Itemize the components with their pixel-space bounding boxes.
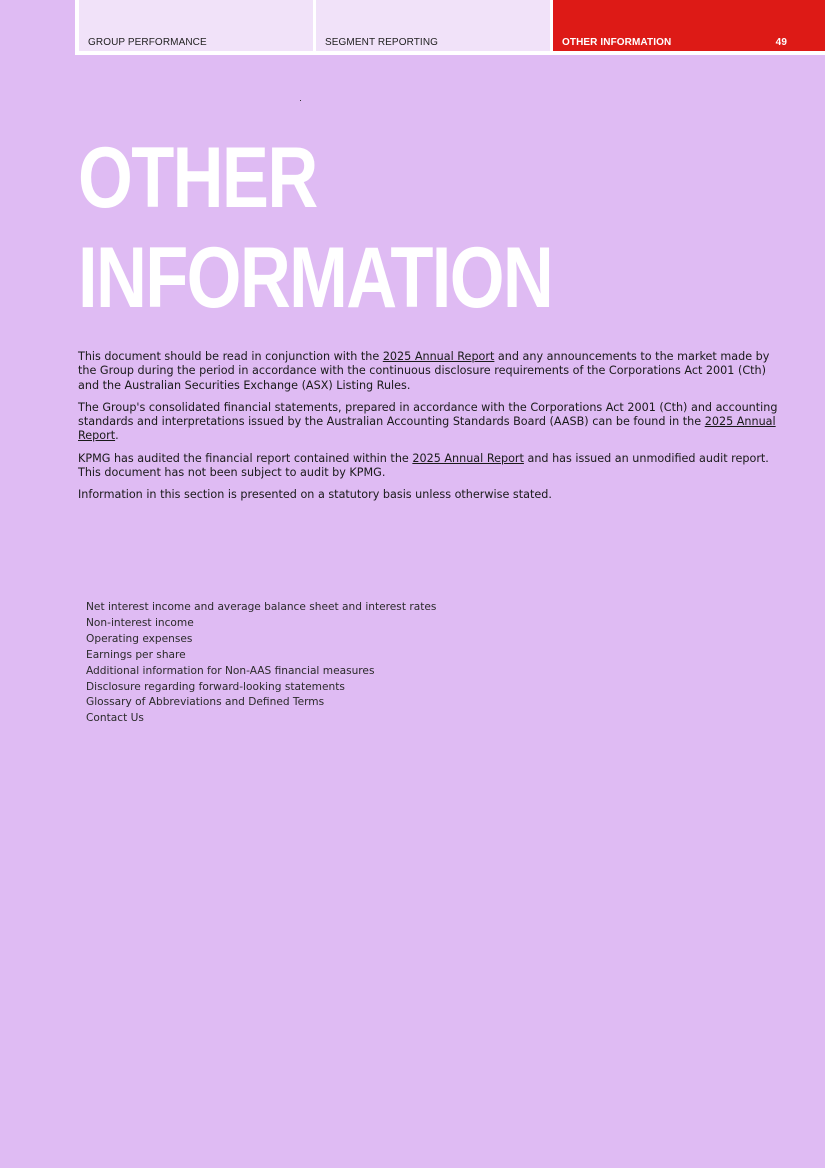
intro-text-span: This document should be read in conjunction with the <box>78 350 383 363</box>
tab-label: GROUP PERFORMANCE <box>88 37 207 48</box>
tab-group-performance[interactable] <box>79 0 313 51</box>
contents-item-net-interest-income[interactable]: Net interest income and average balance sheet and interest rates <box>86 601 437 613</box>
intro-paragraph-1 <box>78 350 788 393</box>
page-number: 49 <box>775 37 787 48</box>
intro-paragraph-3 <box>78 452 788 481</box>
intro-text-span: . <box>115 429 119 443</box>
intro-paragraph-2 <box>78 401 788 444</box>
intro-paragraph-4: Information in this section is presented on a statutory basis unless otherwise stated. <box>78 488 552 502</box>
tab-segment-reporting[interactable] <box>316 0 550 51</box>
section-contents <box>86 600 436 727</box>
annual-report-link[interactable]: 2025 Annual Report <box>382 350 495 363</box>
intro-text-span: The Group's consolidated financial statements, prepared in accordance with the Corporations Act 2001 (Cth) and accounting standards and interpretations issued by the Australian Accounting Standards Board (AASB) can be found in the <box>78 400 778 429</box>
contents-item-contact-us[interactable]: Contact Us <box>86 712 144 725</box>
section-tabs <box>75 0 825 55</box>
intro-text-span: and has issued an unmodified audit report. This document has not been subject to audit by KPMG. <box>78 451 769 480</box>
tab-label: OTHER INFORMATION <box>562 37 672 48</box>
stray-mark <box>300 100 301 101</box>
tab-label: SEGMENT REPORTING <box>325 37 439 48</box>
contents-item-non-interest-income[interactable]: Non-interest income <box>86 616 194 629</box>
intro-text <box>78 350 788 511</box>
contents-item-non-aas-measures[interactable]: Additional information for Non-AAS financial measures <box>86 664 375 677</box>
annual-report-link[interactable]: 2025 Annual Report <box>78 415 776 443</box>
intro-text-span: and any announcements to the market made by the Group during the period in accordance with the continuous disclosure requirements of the Corporations Act 2001 (Cth) and the Australian Securities Exchange (ASX) Listing Rules. <box>78 350 770 392</box>
contents-item-operating-expenses[interactable]: Operating expenses <box>86 632 193 645</box>
annual-report-link[interactable]: 2025 Annual Report <box>412 451 524 465</box>
page-title-line-1: OTHER <box>78 130 317 226</box>
page-title <box>78 128 552 328</box>
intro-text-span: KPMG has audited the financial report contained within the <box>78 451 413 465</box>
contents-item-forward-looking-statements[interactable]: Disclosure regarding forward-looking statements <box>86 680 345 693</box>
contents-item-glossary[interactable]: Glossary of Abbreviations and Defined Terms <box>86 696 325 709</box>
page-title-line-2: INFORMATION <box>78 230 553 326</box>
tab-other-information[interactable] <box>553 0 825 51</box>
contents-item-earnings-per-share[interactable]: Earnings per share <box>86 648 186 661</box>
